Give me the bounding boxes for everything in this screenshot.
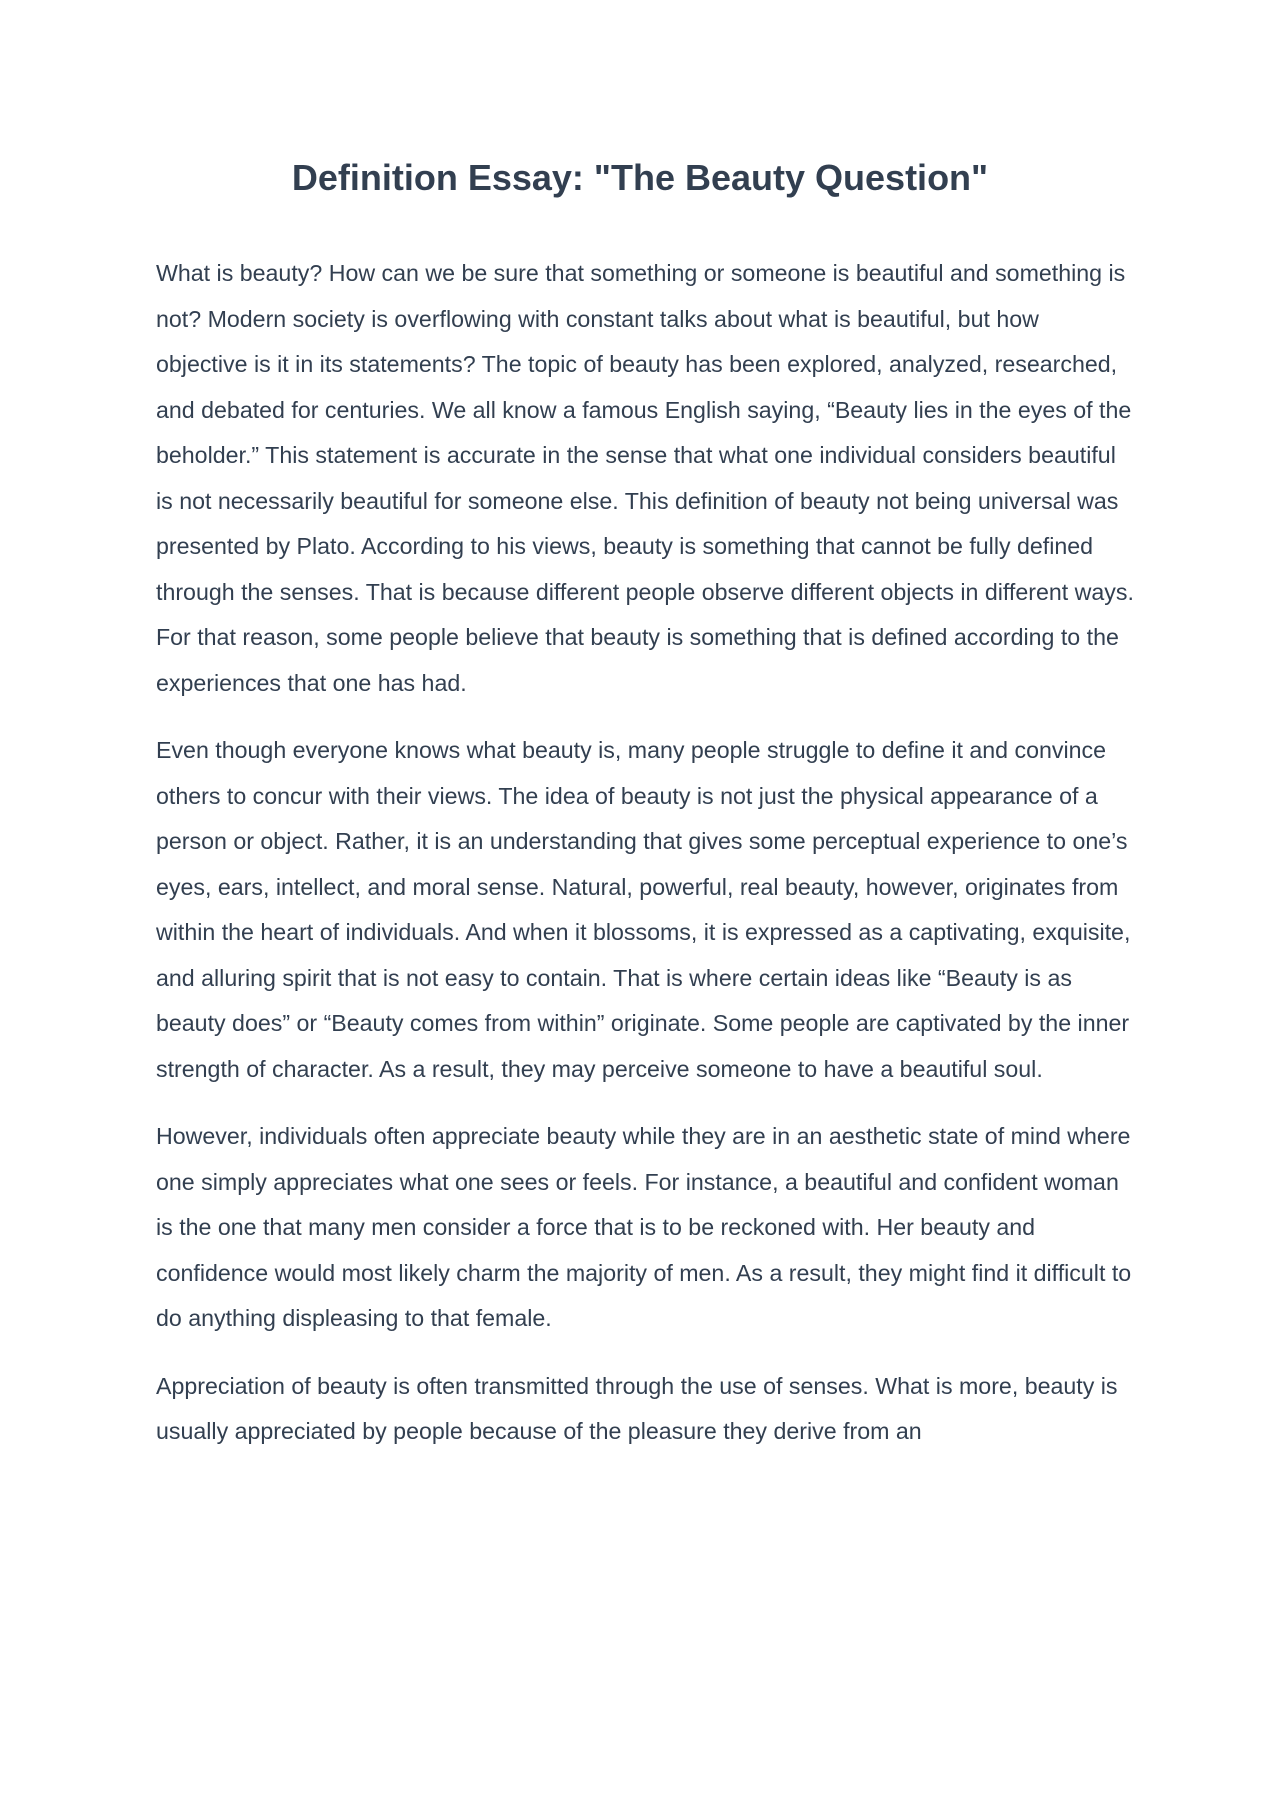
- paragraph-2: Even though everyone knows what beauty is, many people struggle to define it and convince others to concur with their views. The idea of beauty is not just the physical appearance of a person or object. Rather, it is an understanding that gives some perceptual experience to one’s eyes, ears, intellect, and moral sense. Natural, powerful, real beauty, however, originates from within the heart of individuals. And when it blossoms, it is expressed as a captivating, exquisite, and alluring spirit that is not easy to contain. That is where certain ideas like “Beauty is as beauty does” or “Beauty comes from within” originate. Some people are captivated by the inner strength of character. As a result, they may perceive someone to have a beautiful soul.: [156, 737, 1131, 1082]
- paragraph-4: Appreciation of beauty is often transmitted through the use of senses. What is more, beauty is usually appreciated by people because of the pleasure they derive from an: [156, 1372, 1118, 1444]
- paragraph-3: However, individuals often appreciate beauty while they are in an aesthetic state of mind where one simply appreciates what one sees or feels. For instance, a beautiful and confident woman is the one that many men consider a force that is to be reckoned with. Her beauty and confidence would most likely charm the majority of men. As a result, they might find it difficult to do anything displeasing to that female.: [156, 1123, 1132, 1331]
- essay-body: [156, 251, 1136, 1477]
- page-title: Definition Essay: "The Beauty Question": [291, 157, 989, 198]
- paragraph-1: What is beauty? How can we be sure that something or someone is beautiful and something is not? Modern society is overflowing with constant talks about what is beautiful, but how objective is it in its statements? The topic of beauty has been explored, analyzed, researched, and debated for centuries. We all know a famous English saying, “Beauty lies in the eyes of the beholder.” This statement is accurate in the sense that what one individual considers beautiful is not necessarily beautiful for someone else. This definition of beauty not being universal was presented by Plato. According to his views, beauty is something that cannot be fully defined through the senses. That is because different people observe different objects in different ways. For that reason, some people believe that beauty is something that is defined according to the experiences that one has had.: [156, 260, 1134, 696]
